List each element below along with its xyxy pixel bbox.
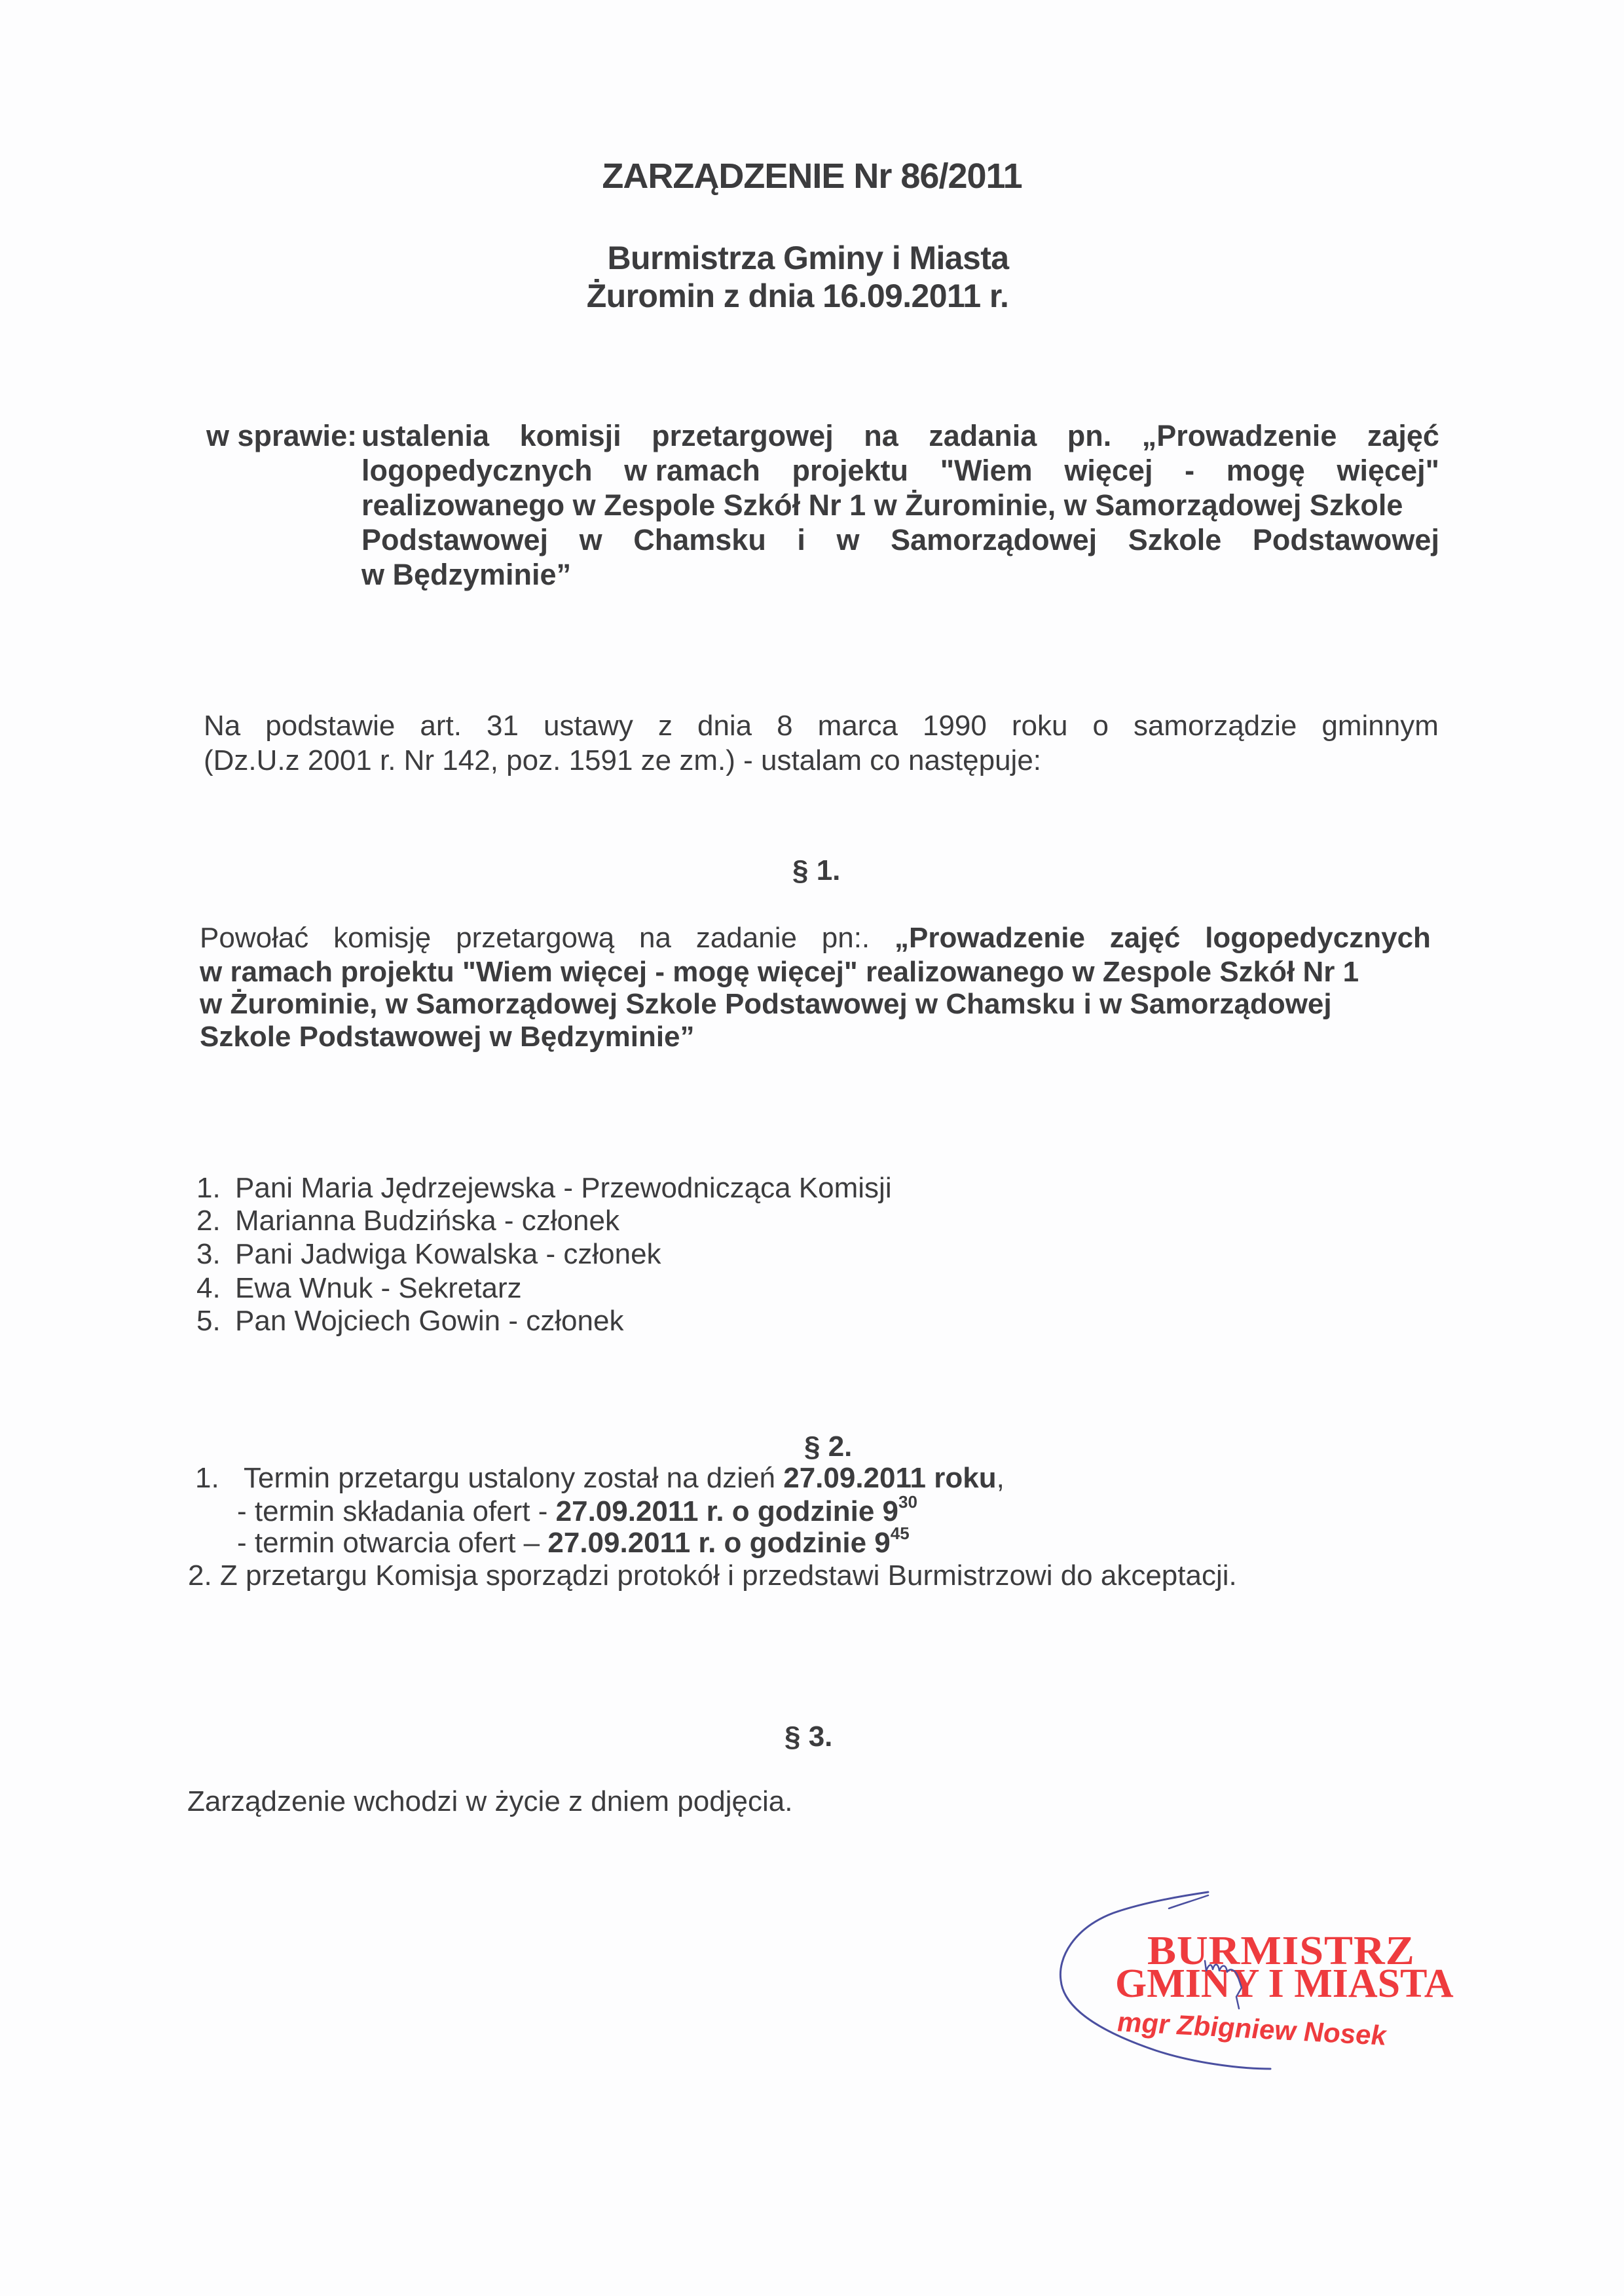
offers-submission-label: - termin składania ofert - [237,1495,556,1527]
handwritten-signature [1041,1872,1408,2069]
word: w ramach projektu "Wiem więcej - mogę więcej" realizowanego w Zespole Szkół Nr 1 [200,956,1359,988]
word: z [657,710,673,742]
word: gminnym [1321,710,1439,742]
legal-basis-line [204,709,1439,743]
word: „Prowadzenie [1141,419,1337,452]
word: mogę [1226,454,1305,487]
word: Samorządowej [891,523,1098,556]
section-2-item-1 [244,1461,1005,1495]
list-item-text: Pani Jadwiga Kowalska - członek [235,1238,661,1270]
section-2-item-2: 2. Z przetargu Komisja sporządzi protokół i przedstawi Burmistrzowi do akceptacji. [188,1559,1237,1592]
word: pn. [1067,419,1112,452]
word: zajęć [1367,419,1439,452]
word: pn:. [821,922,870,954]
word: roku [1011,710,1068,742]
word: podstawie [265,710,396,742]
issuer-line-2: Żuromin z dnia 16.09.2011 r. [586,278,1009,314]
word: ustawy [543,710,633,742]
word: przetargowej [652,419,834,452]
section-1-heading: § 1. [792,854,841,886]
offers-opening-deadline [237,1523,910,1563]
subject-label: w sprawie: [206,419,358,452]
tender-date-value: 27.09.2011 roku [783,1462,997,1494]
section-2-heading: § 2. [804,1430,853,1463]
section-1-line [200,921,1431,955]
tender-date-label: Termin przetargu ustalony został na dzień [244,1462,784,1494]
stamp-line-1: BURMISTRZ [1147,1927,1415,1974]
word: ustalenia [361,419,490,452]
word: więcej" [1337,454,1439,487]
word: o [1092,710,1109,742]
word: 1990 [922,710,987,742]
word: i [797,523,805,556]
word: 31 [487,710,519,742]
word: dnia [697,710,752,742]
word: realizowanego w Zespole Szkół Nr 1 w Żurominie, w Samorządowej Szkole [361,488,1403,522]
legal-basis-line: (Dz.U.z 2001 r. Nr 142, poz. 1591 ze zm.) - ustalam co następuje: [204,744,1042,776]
subject-line [361,419,1439,453]
offers-opening-value: 27.09.2011 r. o godzinie 9 [547,1527,891,1559]
word: Szkole [1128,523,1222,556]
word: w ramach [624,454,760,487]
word: zajęć [1109,922,1181,954]
word: Chamsku [633,523,766,556]
section-1-line [200,1020,695,1054]
word: projektu [792,454,909,487]
word: art. [420,710,462,742]
list-item-number: 5. [196,1305,221,1337]
word: Podstawowej [361,523,549,556]
list-item-number: 3. [196,1238,221,1270]
word: samorządzie [1133,710,1297,742]
word: w [836,523,860,556]
stamp-name: mgr Zbigniew Nosek [1117,2006,1386,2051]
word: logopedycznych [1205,922,1431,954]
word: komisję [333,922,432,954]
word: - [1185,454,1195,487]
offers-submission-value: 27.09.2011 r. o godzinie 9 [555,1495,899,1527]
subject-line [361,488,1439,522]
section-2-item-1-number: 1. [195,1462,219,1494]
stamp-line-2: GMINY I MIASTA [1115,1961,1454,2006]
word: logopedycznych [361,454,593,487]
offers-submission-minutes: 30 [898,1492,917,1512]
word: zadania [929,419,1037,452]
section-3-heading: § 3. [784,1721,833,1753]
subject-line [361,523,1439,557]
word: zadanie [695,922,797,954]
word: Powołać [200,922,309,954]
list-item-text: Pan Wojciech Gowin - członek [235,1305,624,1337]
word: w Będzyminie” [361,558,572,591]
list-item-text: Pani Maria Jędrzejewska - Przewodnicząca Komisji [235,1172,892,1204]
offers-opening-label: - termin otwarcia ofert – [237,1527,548,1559]
document-title: ZARZĄDZENIE Nr 86/2011 [602,156,1022,196]
list-item-text: Marianna Budzińska - członek [235,1205,619,1237]
offers-opening-minutes: 45 [890,1523,910,1543]
word: na [639,922,671,954]
issuer-line-1: Burmistrza Gminy i Miasta [607,240,1009,276]
word: więcej [1064,454,1153,487]
list-item-number: 2. [196,1205,221,1237]
word: „Prowadzenie [894,922,1085,954]
subject-line [361,558,571,592]
subject-line [361,454,1439,488]
word: marca [817,710,898,742]
word: 8 [777,710,793,742]
signature-squiggle [1205,1961,1242,2009]
word: komisji [519,419,621,452]
punctuation: , [996,1462,1005,1494]
word: Podstawowej [1252,523,1439,556]
word: "Wiem [940,454,1033,487]
word: Szkole Podstawowej w Będzyminie” [200,1021,695,1053]
word: w [579,523,602,556]
word: Na [204,710,241,742]
list-item-text: Ewa Wnuk - Sekretarz [235,1272,522,1304]
section-3-text: Zarządzenie wchodzi w życie z dniem podjęcia. [187,1785,793,1817]
list-item-number: 4. [196,1272,221,1304]
list-item-number: 1. [196,1172,221,1204]
word: w Żurominie, w Samorządowej Szkole Podstawowej w Chamsku i w Samorządowej [200,988,1332,1020]
word: przetargową [456,922,615,954]
section-1-line [200,987,1431,1021]
section-1-line [200,955,1431,989]
word: na [864,419,898,452]
